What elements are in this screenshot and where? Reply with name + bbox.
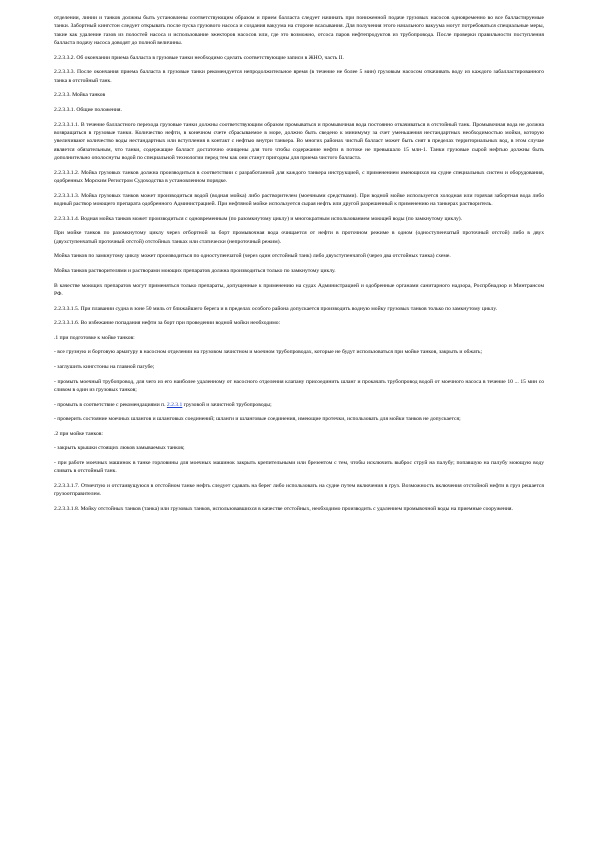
list-item-flush-cargo-lines [54, 401, 544, 409]
list-item-plug-kingstons: - заглушить кингстоны на главной пагубе; [54, 363, 155, 370]
paragraph-2-2-3-3-1-4: 2.2.3.3.1.4. Водная мойка танков может производиться с одновременным (по разомкнутому циклу) и многократным использованием моющей воды (по замкнутому циклу). [54, 215, 463, 222]
list-heading-preparation: .1 при подготовке к мойке танков: [54, 334, 135, 341]
list-item-text-post: грузовой и зачистной трубопроводы; [182, 401, 272, 408]
paragraph-2-2-3-3-1-7: 2.2.3.3.1.7. Отмечтую и отстаивущуюся в отстойном танке нефть следует сдавать на берег либо использовать на судне путем включения в груз. Возможность включения отстойной нефти в груз решается грузоотправителем. [54, 482, 544, 498]
paragraph-2-2-3-3-1-2: 2.2.3.3.1.2. Мойка грузовых танков должна производиться в соответствии с разработанной для каждого танкера инструкцией, с применением имеющихся на судне специальных систем и оборудования, одобренных Морским Регистром Судоходства в установленном порядке. [54, 169, 544, 185]
paragraph-washing-agents: В качестве моющих препаратов могут применяться только препараты, допущенные к применению на судах Администрацией и одобренные органами санитарного надзора, Роспрбнадзор и Минтрансом РФ. [54, 282, 544, 297]
section-heading-tank-washing: 2.2.3.3. Мойка танков [54, 92, 106, 99]
list-heading-during-washing: .2 при мойке танков: [54, 430, 103, 437]
section-reference-link[interactable]: 2.2.3.1 [166, 401, 183, 408]
subsection-heading-general: 2.2.3.3.1. Общие положения. [54, 107, 122, 113]
paragraph-2-2-3-3-1-3: 2.2.3.3.1.3. Мойка грузовых танков может производиться водой (водная мойка) либо растворителем (моечными средствами). При водной мойке используется холодная или горячая забортная вода либо водный раствор моющего препарата одобренного Администрацией. При нефтяной мойке используется сырая нефть или другой разрешенный к применению на танкерах растворитель. [54, 192, 544, 208]
list-item-cover-openings: - при работе моечных машинок в танке горловины для моечных машинок закрыть крепительными или брезентом с тем, чтобы исключить выброс струй на палубу; попавшую на палубу моющую воду сливать в отстойный танк. [54, 459, 544, 475]
paragraph-2-2-3-3-1-8: 2.2.3.3.1.8. Мойку отстойных танков (танка) или грузовых танков, использовавшихся в качестве отстойных, необходимо производить с удалением промывочной воды на приемные сооружения. [54, 505, 513, 512]
paragraph-closed-cycle: Мойка танков по замкнутому циклу может производиться по одноступенчатой (через один отстойный танк) либо двухступенчатой (через два отстойных танка) схеме. [54, 253, 451, 260]
paragraph-2-2-3-3-1-6: 2.2.3.3.1.6. Во избежание попадания нефти за борт при проведении водной мойки необходимо: [54, 320, 281, 327]
paragraph-2-2-3-3-3: 2.2.3.3.3. После окончания приема балласта в грузовые танки рекомендуется непродолжительное время (в течение не более 5 мин) грузовым насосом откачивать воду из каждого забалластированного танка в отстойный танк. [54, 69, 544, 84]
list-item-check-hoses: - проверить состояние моечных шлангов и шланговых соединений; шланги и шланговые соединения, имеющие протечки, использовать для мойки танков не допускается; [54, 416, 461, 423]
list-item-flush-pipeline: - промыть моечный трубопровод, для чего из его наиболее удаленному от насосного отделения клапану присоединить шланг и прокачать трубопровод водой от моечного насоса в течение 10 ... 15 мин со сливом в один из грузовых танков; [54, 378, 544, 393]
paragraph-2-2-3-3-1-5: 2.2.3.3.1.5. При плавании судна в зоне 50 миль от ближайшего берега и в пределах особого района допускается производить водную мойку грузовых танков только по замкнутому циклу. [54, 305, 497, 312]
paragraph-solvent-washing: Мойка танков растворителями и растворами моющих препаратов должна производиться только по замкнутому циклу. [54, 268, 336, 274]
list-item-close-hatches: - закрыть крышки стоящих люков замываемых танков; [54, 445, 185, 452]
document-page [54, 14, 544, 520]
paragraph-2-2-3-3-1-1: 2.2.3.3.1.1. В течение балластного перехода грузовые танки должны соответствующим образом промываться и промывочная вода постоянно откачиваться в отстойный танк. Промывочная вода не должна возвращаться в грузовые танки. Количество нефти, в конечном счете сбрасываемое в море, должно быть сведено к минимуму за счет уменьшения нестандартных необходимостью мойки, которую увеличивают количество воды нестандартных или вступления в контакт с нефтью внутри танкера. Во многих районах чистый балласт может быть снят в пределах территориальных вод, в этом случае является обязательным, что танки, содержащие балласт достаточно очищены для того чтобы содержание нефти в потоке не превышало 15 млн-1. Танки грузовые сырой нефтью должны быть дополнительно ополоснуты водой по специальной технологии перед тем как они станут пригодны для приема чистого балласта. [54, 121, 544, 162]
paragraph-ballast-intake: отделении, линии и танков должны быть установлены соответствующим образом и прием балласта следует начинать при пониженной подаче грузовых насосов одновременно во все балластируемые танки. Забортный кингстон следует открывать после пуска грузового насоса и создания вакуума на стороне всасывания. Для получения этого начального вакуума могут потребоваться специальные меры, такие как удаление газов из полостей насоса и использование эжекторов насосов или, где это возможно, отсоса паров нефтепродуктов из трубопровода. После проверки правильности поступления балласта подачу насоса доводят до полной величины. [54, 15, 544, 47]
paragraph-2-2-3-3-2: 2.2.3.3.2. Об окончании приема балласта в грузовые танки необходимо сделать соответствующие записи в ЖНО, часть II. [54, 54, 344, 61]
list-item-close-valves: - все грузную и бортовую арматуру в насосном отделении на грузовом зачистном и моечном трубопроводах, которые не будут использоваться при мойке танков, закрыть и обжать; [54, 349, 483, 356]
list-item-text-pre: - промыть в соответствие с рекомендациями п. [54, 401, 167, 408]
paragraph-open-cycle: При мойке танков по разомкнутому циклу через отбортной за борт промывочная вода очищается от нефти в проточном режиме в одном (одноступенчатый проточный отстой) либо в двух (двухступенчатый проточный отстой) отстойных танках или статически (непроточный режим). [54, 230, 544, 245]
